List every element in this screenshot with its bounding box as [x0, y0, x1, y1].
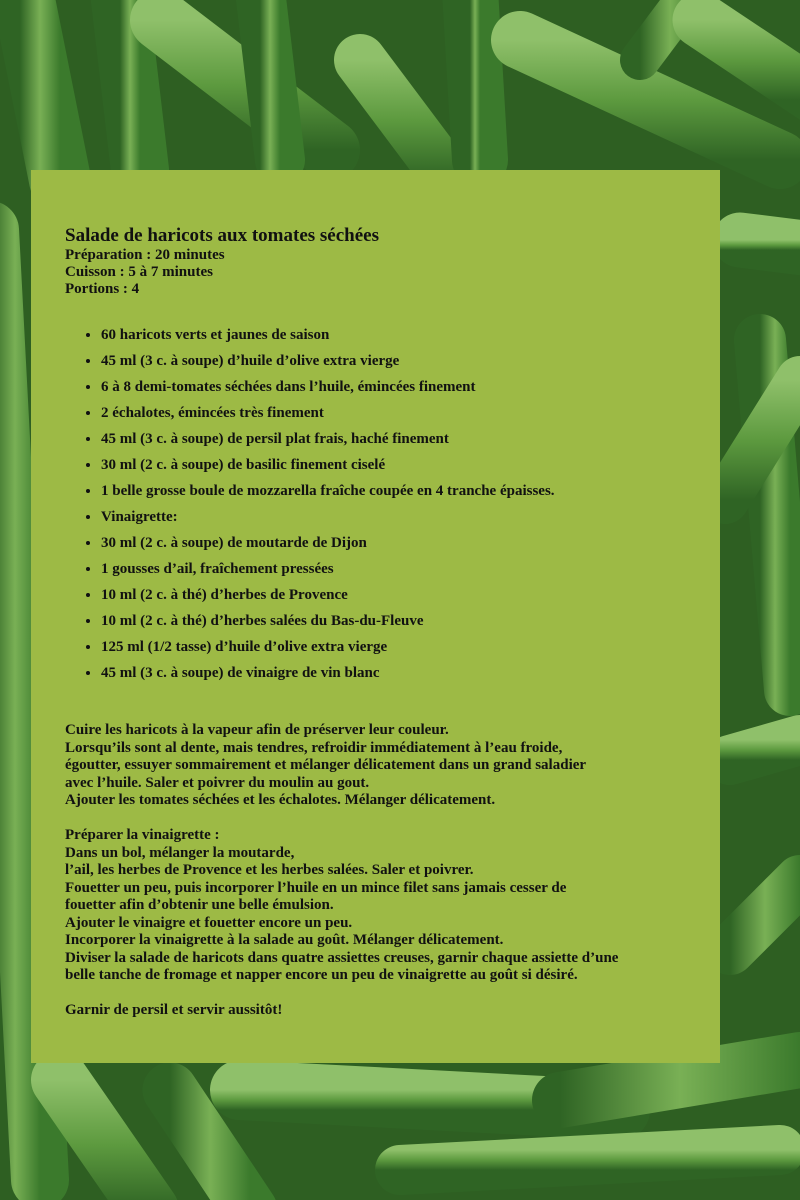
ingredient-item: • 60 haricots verts et jaunes de saison	[101, 322, 686, 348]
cooking-time: Cuisson : 5 à 7 minutes	[65, 264, 213, 280]
instruction-line: avec l’huile. Saler et poivrer du moulin au gout.	[65, 774, 370, 791]
instruction-line: Préparer la vinaigrette :	[65, 827, 220, 843]
instruction-line: Dans un bol, mélanger la moutarde,	[65, 844, 295, 861]
instruction-line: Fouetter un peu, puis incorporer l’huile en un mince filet sans jamais cesser de	[65, 879, 567, 896]
instructions-part1	[65, 722, 686, 810]
instructions-part2	[65, 827, 686, 985]
ingredient-item: • 2 échalotes, émincées très finement	[101, 400, 686, 426]
instruction-line: l’ail, les herbes de Provence et les herbes salées. Saler et poivrer.	[65, 862, 474, 878]
instruction-line: Incorporer la vinaigrette à la salade au goût. Mélanger délicatement.	[65, 932, 504, 948]
servings: Portions : 4	[65, 281, 140, 297]
ingredient-item: • 10 ml (2 c. à thé) d’herbes de Provence	[101, 582, 686, 608]
instruction-line: Lorsqu’ils sont al dente, mais tendres, refroidir immédiatement à l’eau froide,	[65, 739, 563, 756]
instruction-line: Ajouter les tomates séchées et les échalotes. Mélanger délicatement.	[65, 792, 496, 808]
instruction-line: Cuire les haricots à la vapeur afin de préserver leur couleur.	[65, 722, 449, 738]
ingredient-item: • 125 ml (1/2 tasse) d’huile d’olive extra vierge	[101, 634, 686, 660]
ingredient-item: • Vinaigrette:	[101, 504, 686, 530]
preparation-time: Préparation : 20 minutes	[65, 247, 225, 263]
ingredient-item: • 6 à 8 demi-tomates séchées dans l’huile, émincées finement	[101, 374, 686, 400]
ingredient-item: • 45 ml (3 c. à soupe) de vinaigre de vin blanc	[101, 660, 686, 686]
ingredient-item: • 45 ml (3 c. à soupe) de persil plat frais, haché finement	[101, 426, 686, 452]
ingredient-item: • 30 ml (2 c. à soupe) de moutarde de Dijon	[101, 530, 686, 556]
recipe-title: Salade de haricots aux tomates séchées	[65, 225, 379, 246]
instruction-line: belle tanche de fromage et napper encore un peu de vinaigrette au goût si désiré.	[65, 967, 578, 983]
ingredient-list	[65, 322, 686, 686]
ingredient-item: • 1 gousses d’ail, fraîchement pressées	[101, 556, 686, 582]
instruction-line: fouetter afin d’obtenir une belle émulsion.	[65, 897, 334, 913]
ingredient-item: • 10 ml (2 c. à thé) d’herbes salées du Bas-du-Fleuve	[101, 608, 686, 634]
ingredient-item: • 1 belle grosse boule de mozzarella fraîche coupée en 4 tranche épaisses.	[101, 478, 686, 504]
ingredient-item: • 45 ml (3 c. à soupe) d’huile d’olive extra vierge	[101, 348, 686, 374]
closing-instruction: Garnir de persil et servir aussitôt!	[65, 1002, 283, 1018]
instruction-line: égoutter, essuyer sommairement et mélanger délicatement dans un grand saladier	[65, 757, 587, 773]
ingredient-item: • 30 ml (2 c. à soupe) de basilic finement ciselé	[101, 452, 686, 478]
instruction-line: Diviser la salade de haricots dans quatre assiettes creuses, garnir chaque assiette d’une	[65, 949, 619, 966]
recipe-card	[31, 170, 720, 1063]
instruction-line: Ajouter le vinaigre et fouetter encore un peu.	[65, 914, 353, 931]
